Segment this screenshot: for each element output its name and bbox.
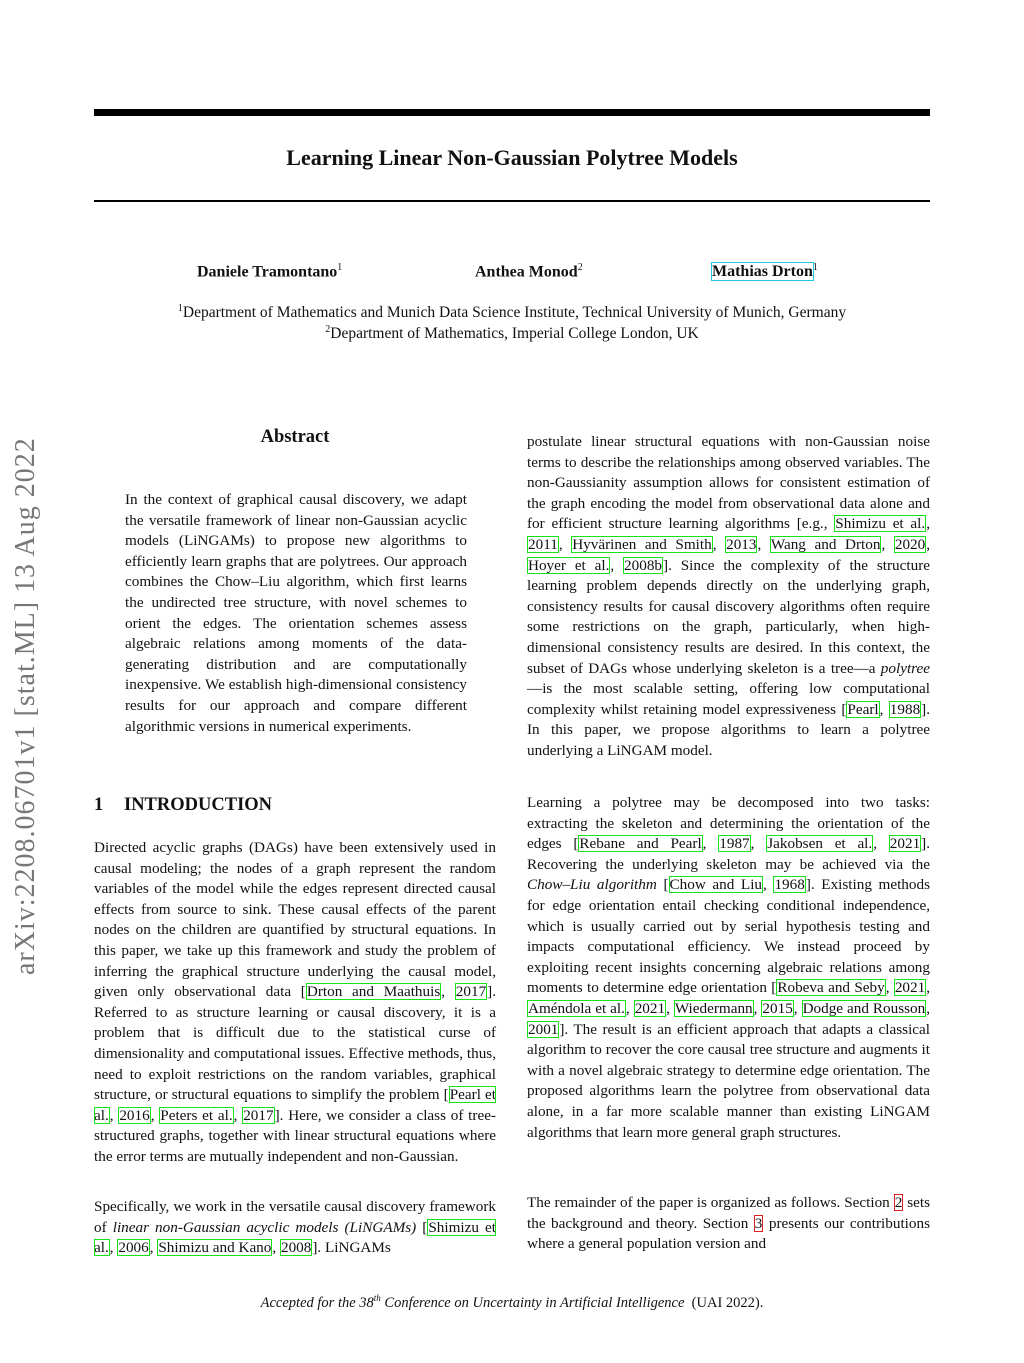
citation-link[interactable]: 2021 — [889, 835, 921, 853]
citation-link[interactable]: 2008b — [624, 556, 663, 574]
citation-link[interactable]: 2021 — [634, 999, 666, 1017]
citation-link[interactable]: 2013 — [726, 535, 757, 553]
citation-link[interactable]: Wiedermann — [674, 999, 753, 1017]
paper-title: Learning Linear Non-Gaussian Polytree Models — [286, 145, 738, 170]
title-rule — [94, 200, 930, 202]
abstract-body: In the context of graphical causal discovery, we adapt the versatile framework of linear non-Gaussian acyclic models (LiNGAMs) to propose new algorithms to efficiently learn graphs that are polytrees. Our approach combines the Chow–Liu algorithm, which first learns the undirected tree structure, with novel schemes to orient the edges. The orientation schemes assess algebraic relations among moments of the data-generating distribution and are computationally inexpensive. We establish high-dimensional consistency results for our approach and compare different algorithmic versions in numerical experiments. — [125, 491, 467, 735]
citation-link[interactable]: 2015 — [762, 999, 793, 1017]
citation-link[interactable]: Pearl — [847, 700, 879, 718]
intro-paragraph-1: Directed acyclic graphs (DAGs) have been extensively used in causal modeling; the nodes of a graph represent the random variables of the model while the edges represent directed causal effects from source to sink. These causal effects of the parent nodes on the children are quantified by structural equations. In this paper, we take up this framework and study the problem of inferring the graphical structure underlying the causal model, given only observational data [Drton and Maathuis, 2017]. Referred to as structure learning or causal discovery, it is a problem that is difficult due to the statistical curse of dimensionality and computational issues. Effective methods, thus, need to exploit restrictions on the random variables, graphical structure, or structural equations to simplify the problem [Pearl et al., 2016, Peters et al., 2017]. Here, we consider a class of tree-structured graphs, together with linear structural equations where the error terms are mutually independent and non-Gaussian. — [94, 839, 497, 1165]
citation-link[interactable]: 2001 — [528, 1020, 559, 1038]
citation-link[interactable]: Pearl et al. — [94, 1086, 496, 1124]
right-paragraph-2: Learning a polytree may be decomposed into two tasks: extracting the skeleton and determining the orientation of the edges [Rebane and Pearl, 1987, Jakobsen et al., 2021]. Recovering the underlying skeleton may be achieved via the Chow–Liu algorithm [Chow and Liu, 1968]. Existing methods for edge orientation entail checking conditional independence, which is usually carried out by serial hypothesis testing and impacts computational efficiency. We instead proceed by exploiting recent insights concerning algebraic relations among moments to determine edge orientation [Robeva and Seby, 2021, Améndola et al., 2021, Wiedermann, 2015, Dodge and Rousson, 2001]. The result is an efficient approach that adapts a classical algorithm to recover the core causal tree structure and augments it with a novel algebraic strategy to determine edge orientation. The proposed algorithms learn the polytree from observational data alone, in a far more scalable manner than existing LiNGAM algorithms that learn more general graph structures. — [527, 794, 931, 1141]
intro-paragraph-2: Specifically, we work in the versatile causal discovery framework of linear non-Gaussian acyclic models (LiNGAMs) [Shimizu et al., 2006, Shimizu and Kano, 2008]. LiNGAMs — [94, 1198, 496, 1257]
citation-link[interactable]: Dodge and Rousson — [802, 999, 926, 1017]
citation-link[interactable]: 2020 — [894, 535, 926, 553]
citation-link[interactable]: Drton and Maathuis — [306, 983, 441, 1001]
author-3: Mathias Drton$^1$ — [712, 262, 818, 281]
citation-link[interactable]: 2017 — [243, 1106, 274, 1124]
citation-link[interactable]: 1987 — [719, 835, 750, 853]
citation-link[interactable]: 2011 — [528, 535, 558, 553]
citation-link[interactable]: 1968 — [774, 876, 805, 894]
citation-link[interactable]: Peters et al. — [160, 1106, 233, 1124]
citation-link[interactable]: Robeva and Seby — [777, 979, 885, 997]
citation-link[interactable]: Shimizu and Kano — [158, 1239, 272, 1257]
author-1: Daniele Tramontano$^1$ — [197, 262, 343, 281]
abstract-heading: Abstract — [260, 427, 330, 447]
citation-link[interactable]: Rebane and Pearl — [579, 835, 702, 853]
right-paragraph-1: postulate linear structural equations with non-Gaussian noise terms to describe the relationships among observed variables. The non-Gaussianity assumption allows for consistent estimation of the graph encoding the model from observational data alone and for efficient structure learning algorithms [e.g., Shimizu et al., 2011, Hyvärinen and Smith, 2013, Wang and Drton, 2020, Hoyer et al., 2008b]. Since the complexity of the structure learning problem depends directly on the underlying graph, consistency results for causal discovery algorithms often require some restrictions on the graph, particularly, when high-dimensional consistency results are desired. In this context, the subset of DAGs whose underlying skeleton is a tree—a polytree—is the most scalable setting, offering low computational complexity whilst retaining model expressiveness [Pearl, 1988]. In this paper, we propose algorithms to learn a polytree underlying a LiNGAM model. — [527, 433, 931, 759]
arxiv-sidebar-stamp: arXiv:2208.06701v1 [stat.ML] 13 Aug 2022 — [10, 437, 41, 975]
author-3-link[interactable]: Mathias Drton — [712, 263, 813, 281]
section-ref-link[interactable]: 2 — [894, 1194, 903, 1211]
right-paragraph-3: The remainder of the paper is organized as follows. Section 2 sets the background and theory. Section 3 presents our contributions where a general population version and — [527, 1194, 931, 1253]
citation-link[interactable]: Jakobsen et al. — [767, 835, 873, 853]
affiliation-1: $^1$Department of Mathematics and Munich Data Science Institute, Technical University of Munich, Germany — [177, 303, 847, 322]
citation-link[interactable]: 2006 — [118, 1239, 149, 1257]
citation-link[interactable]: 2021 — [894, 979, 926, 997]
citation-link[interactable]: Chow and Liu — [669, 876, 763, 894]
citation-link[interactable]: Hoyer et al. — [528, 556, 610, 574]
citation-link[interactable]: Shimizu et al. — [835, 515, 926, 533]
author-2: Anthea Monod$^2$ — [475, 262, 583, 281]
citation-link[interactable]: 2016 — [119, 1106, 150, 1124]
section-heading: 1 INTRODUCTION — [94, 795, 273, 815]
citation-link[interactable]: Wang and Drton — [770, 535, 881, 553]
section-ref-link[interactable]: 3 — [754, 1214, 763, 1232]
citation-link[interactable]: 2008 — [280, 1239, 312, 1257]
citation-link[interactable]: 2017 — [455, 983, 487, 1001]
top-rule — [94, 109, 930, 116]
footer-note: Accepted for the 38th Conference on Uncertainty in Artificial Intelligence (UAI 2022). — [260, 1293, 764, 1311]
citation-link[interactable]: 1988 — [889, 700, 921, 718]
citation-link[interactable]: Shimizu et al. — [94, 1218, 496, 1257]
affiliation-2: $^2$Department of Mathematics, Imperial College London, UK — [325, 324, 699, 343]
citation-link[interactable]: Hyvärinen and Smith — [572, 535, 712, 553]
citation-link[interactable]: Améndola et al. — [528, 999, 625, 1017]
